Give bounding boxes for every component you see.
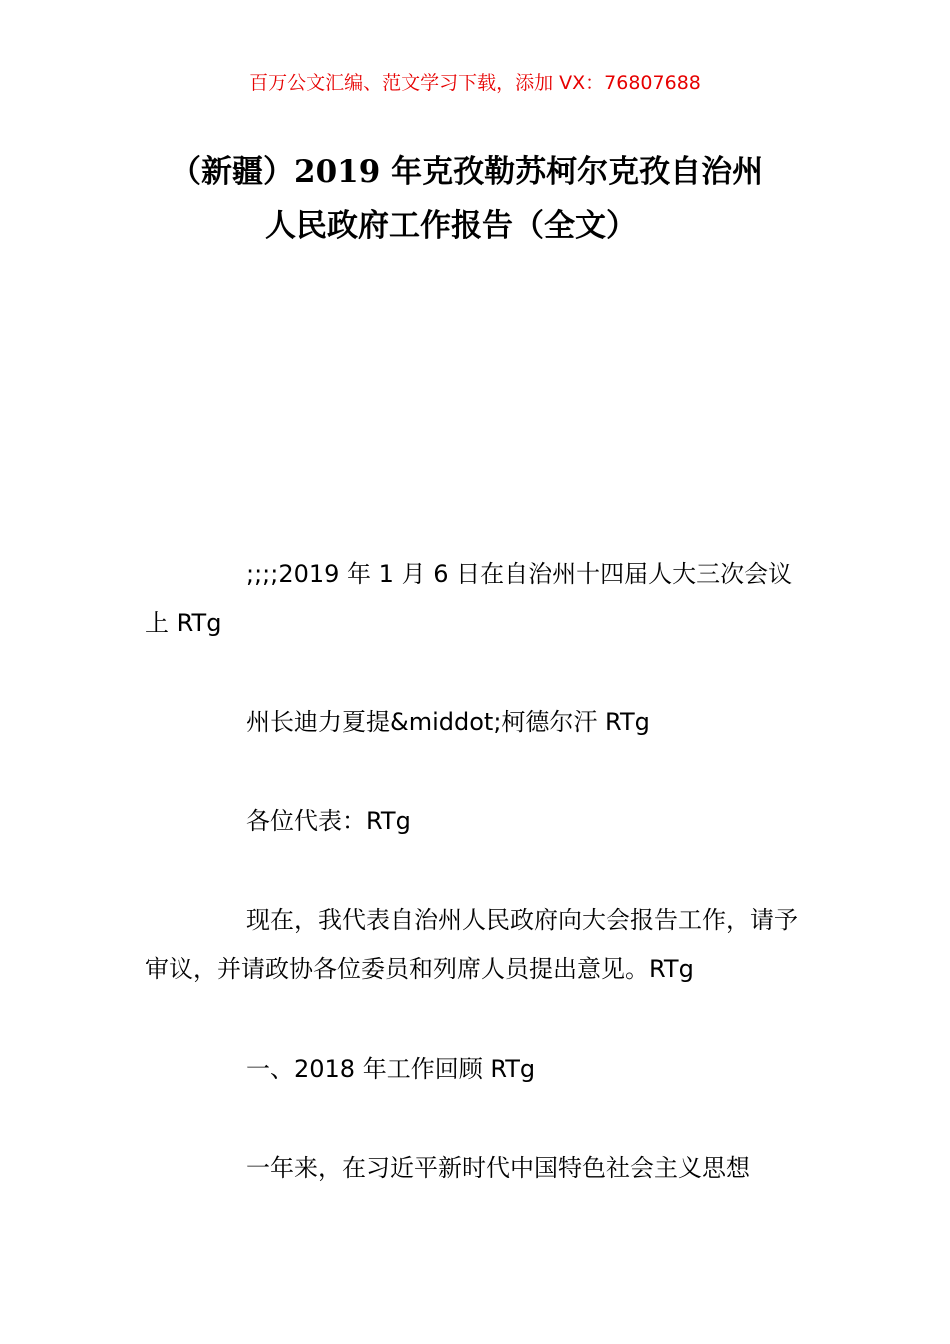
paragraph-intro: 现在，我代表自治州人民政府向大会报告工作，请予审议，并请政协各位委员和列席人员提出意见。RTg bbox=[145, 906, 798, 983]
document-title bbox=[150, 145, 800, 253]
header-note: 百万公文汇编、范文学习下载，添加 VX：76807688 bbox=[249, 72, 701, 94]
paragraph-review-start: 一年来，在习近平新时代中国特色社会主义思想 bbox=[246, 1154, 750, 1182]
paragraph-speaker: 州长迪力夏提&middot;柯德尔汗 RTg bbox=[246, 708, 650, 736]
paragraph-salutation: 各位代表：RTg bbox=[246, 807, 411, 835]
document-title-line-1: （新疆）2019 年克孜勒苏柯尔克孜自治州 bbox=[170, 154, 764, 190]
paragraph-meeting-info: ;;;;2019 年 1 月 6 日在自治州十四届人大三次会议上 RTg bbox=[145, 560, 793, 637]
document-title-line-2: 人民政府工作报告（全文） bbox=[265, 208, 637, 244]
section-heading-review: 一、2018 年工作回顾 RTg bbox=[246, 1055, 536, 1083]
